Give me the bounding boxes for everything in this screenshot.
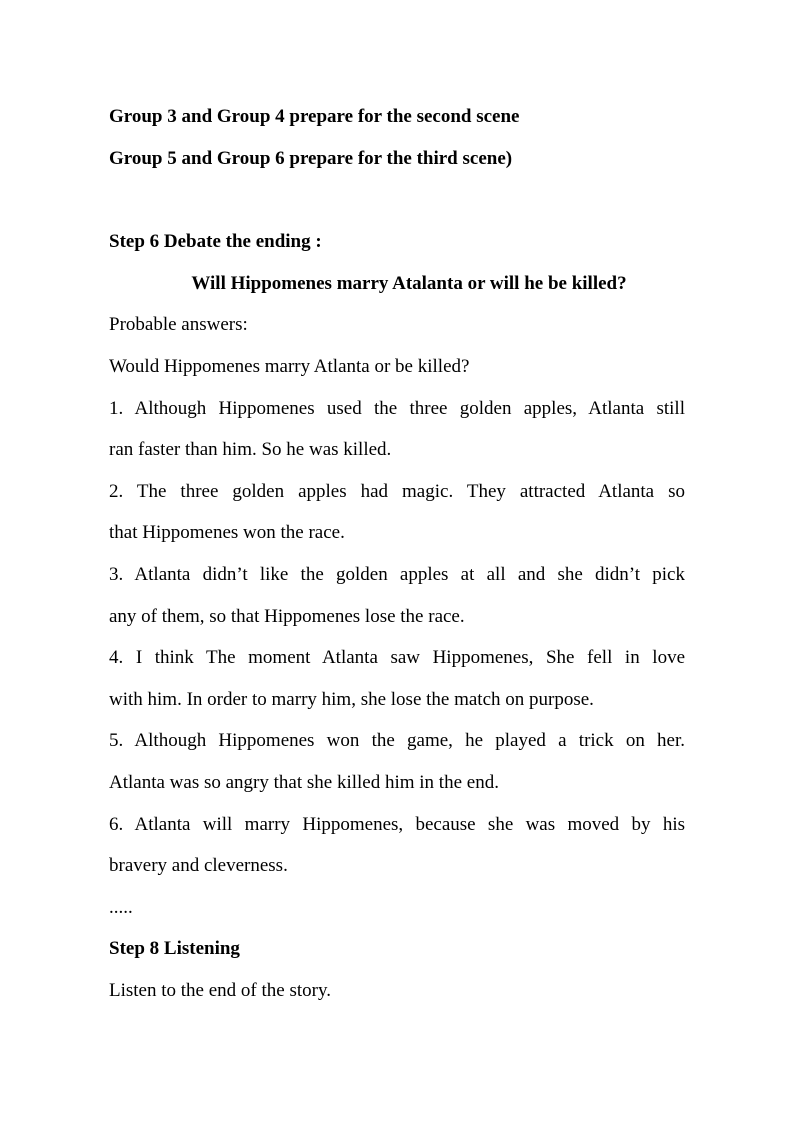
- answer-1-line-1: 1. Although Hippomenes used the three golden apples, Atlanta still: [109, 398, 685, 419]
- restated-question: Would Hippomenes marry Atlanta or be killed?: [109, 356, 470, 377]
- answer-2-line-1: 2. The three golden apples had magic. They attracted Atlanta so: [109, 481, 685, 502]
- step8-heading: Step 8 Listening: [109, 938, 240, 959]
- answer-6-line-2: bravery and cleverness.: [109, 855, 288, 876]
- answer-3-line-1: 3. Atlanta didn’t like the golden apples at all and she didn’t pick: [109, 564, 685, 585]
- step6-heading: Step 6 Debate the ending :: [109, 231, 322, 252]
- answer-4-line-1: 4. I think The moment Atlanta saw Hippomenes, She fell in love: [109, 647, 685, 668]
- answer-5-line-1: 5. Although Hippomenes won the game, he played a trick on her.: [109, 730, 685, 751]
- answer-2-line-2: that Hippomenes won the race.: [109, 522, 345, 543]
- answer-1-line-2: ran faster than him. So he was killed.: [109, 439, 392, 460]
- answer-5-line-2: Atlanta was so angry that she killed him in the end.: [109, 772, 499, 793]
- debate-question: Will Hippomenes marry Atalanta or will he be killed?: [191, 273, 627, 294]
- probable-answers-label: Probable answers:: [109, 314, 248, 335]
- answer-4-line-2: with him. In order to marry him, she lose the match on purpose.: [109, 689, 594, 710]
- answer-3-line-2: any of them, so that Hippomenes lose the race.: [109, 606, 465, 627]
- step8-text: Listen to the end of the story.: [109, 980, 331, 1001]
- group-line-1: Group 3 and Group 4 prepare for the second scene: [109, 106, 520, 127]
- group-line-2: Group 5 and Group 6 prepare for the third scene): [109, 148, 513, 169]
- ellipsis: .....: [109, 897, 133, 918]
- answer-6-line-1: 6. Atlanta will marry Hippomenes, because she was moved by his: [109, 814, 685, 835]
